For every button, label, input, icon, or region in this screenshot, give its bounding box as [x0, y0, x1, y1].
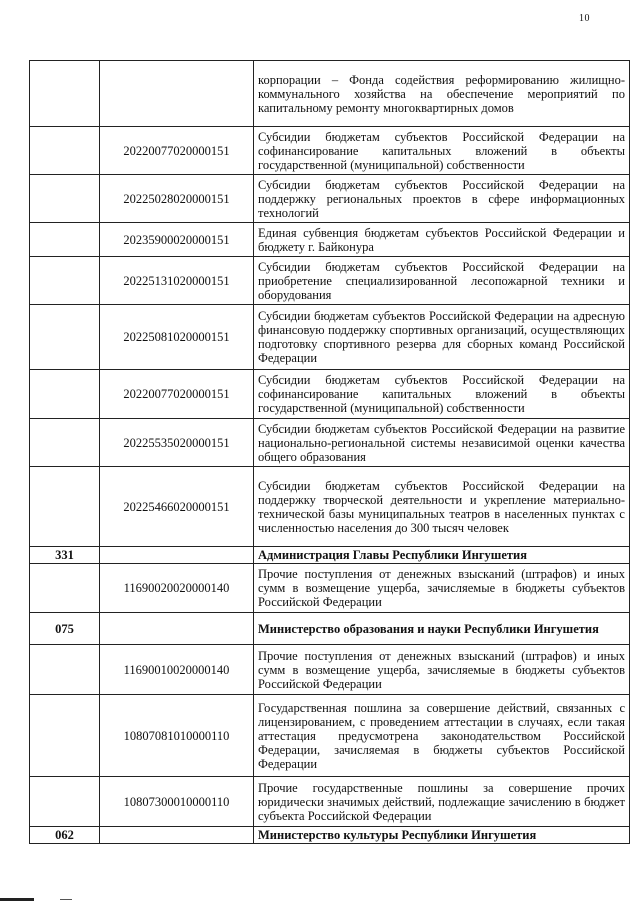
revenue-description-cell — [254, 564, 630, 613]
admin-code-cell: 062 — [30, 827, 100, 844]
revenue-code-cell: 11690010020000140 — [100, 645, 254, 695]
revenue-description: корпорации – Фонда содействия реформированию жилищно-коммунального хозяйства на обеспечение мероприятий по капитальному ремонту многоквартирных домов — [258, 72, 625, 115]
revenue-code-cell — [100, 547, 254, 564]
table-row — [30, 419, 630, 467]
table-row — [30, 777, 630, 827]
table-row — [30, 127, 630, 175]
revenue-description-cell — [254, 777, 630, 827]
table-row — [30, 61, 630, 127]
table-row — [30, 467, 630, 547]
revenue-description-cell — [254, 305, 630, 370]
table-row — [30, 305, 630, 370]
table-row — [30, 547, 630, 564]
revenue-description: Прочие государственные пошлины за совершение прочих юридически значимых действий, подлежащие зачислению в бюджет субъекта Российской Федерации — [258, 780, 625, 823]
revenue-code-cell: 20220077020000151 — [100, 127, 254, 175]
admin-code-cell — [30, 645, 100, 695]
revenue-description-cell — [254, 419, 630, 467]
revenue-code-cell: 20225466020000151 — [100, 467, 254, 547]
admin-code-cell — [30, 370, 100, 419]
admin-code-cell — [30, 175, 100, 223]
administrator-name: Министерство культуры Республики Ингушетия — [258, 828, 537, 842]
revenue-code-cell — [100, 61, 254, 127]
revenue-description: Прочие поступления от денежных взысканий (штрафов) и иных сумм в возмещение ущерба, зачисляемые в бюджеты субъектов Российской Федерации — [258, 648, 625, 691]
revenue-description: Субсидии бюджетам субъектов Российской Федерации на софинансирование капитальных вложений в объекты государственной (муниципальной) собственности — [258, 129, 625, 172]
revenue-description: Субсидии бюджетам субъектов Российской Федерации на приобретение специализированной лесопожарной техники и оборудования — [258, 259, 625, 302]
revenue-code-cell: 20235900020000151 — [100, 223, 254, 257]
revenue-description-cell — [254, 61, 630, 127]
revenue-code-cell — [100, 827, 254, 844]
admin-code-cell — [30, 257, 100, 305]
table-row — [30, 613, 630, 645]
table-row — [30, 257, 630, 305]
revenue-code-cell — [100, 613, 254, 645]
administrator-name-cell — [254, 613, 630, 645]
table-row — [30, 827, 630, 844]
page-number: 10 — [579, 13, 590, 24]
table-row — [30, 370, 630, 419]
revenue-description-cell — [254, 695, 630, 777]
revenue-description-cell — [254, 223, 630, 257]
admin-code-cell: 075 — [30, 613, 100, 645]
revenue-description-cell — [254, 370, 630, 419]
revenue-description: Прочие поступления от денежных взысканий (штрафов) и иных сумм в возмещение ущерба, зачисляемые в бюджеты субъектов Российской Федерации — [258, 567, 625, 609]
administrator-name: Министерство образования и науки Республики Ингушетия — [258, 621, 599, 636]
revenue-code-cell: 20225535020000151 — [100, 419, 254, 467]
revenue-description-cell — [254, 127, 630, 175]
revenue-description: Единая субвенция бюджетам субъектов Российской Федерации и бюджету г. Байконура — [258, 225, 625, 254]
scan-edge-mark — [0, 898, 34, 901]
administrator-name: Администрация Главы Республики Ингушетия — [258, 548, 527, 562]
revenue-code-cell: 11690020020000140 — [100, 564, 254, 613]
table-body — [30, 61, 630, 844]
revenue-code-cell: 20220077020000151 — [100, 370, 254, 419]
revenue-description: Субсидии бюджетам субъектов Российской Федерации на адресную финансовую поддержку спортивных организаций, осуществляющих подготовку спортивного резерва для сборных команд Российской Федерации — [258, 309, 625, 365]
admin-code-cell: 331 — [30, 547, 100, 564]
admin-code-cell — [30, 777, 100, 827]
table-row — [30, 564, 630, 613]
revenue-code-cell: 10807300010000110 — [100, 777, 254, 827]
table-row — [30, 695, 630, 777]
revenue-description: Субсидии бюджетам субъектов Российской Федерации на поддержку творческой деятельности и укрепление материально-технической базы муниципальных театров в населенных пунктах с численностью населения до 300 тысяч человек — [258, 478, 625, 535]
revenue-code-cell: 20225081020000151 — [100, 305, 254, 370]
admin-code-cell — [30, 467, 100, 547]
administrator-name-cell — [254, 547, 630, 564]
budget-revenue-table — [29, 60, 630, 844]
revenue-description-cell — [254, 257, 630, 305]
revenue-code-cell: 20225028020000151 — [100, 175, 254, 223]
table-row — [30, 175, 630, 223]
admin-code-cell — [30, 305, 100, 370]
revenue-description: Субсидии бюджетам субъектов Российской Федерации на поддержку региональных проектов в сфере информационных технологий — [258, 177, 625, 220]
revenue-description: Государственная пошлина за совершение действий, связанных с лицензированием, с проведением аттестации в случаях, если такая аттестация предусмотрена законодательством Российской Федерации, зачисляемая в бюджеты субъектов Российской Федерации — [258, 700, 625, 771]
revenue-description-cell — [254, 645, 630, 695]
admin-code-cell — [30, 223, 100, 257]
revenue-description-cell — [254, 467, 630, 547]
admin-code-cell — [30, 127, 100, 175]
admin-code-cell — [30, 564, 100, 613]
scan-edge-mark — [60, 899, 72, 900]
revenue-description: Субсидии бюджетам субъектов Российской Федерации на развитие национально-региональной системы независимой оценки качества общего образования — [258, 421, 625, 464]
revenue-code-cell: 10807081010000110 — [100, 695, 254, 777]
table-row — [30, 223, 630, 257]
admin-code-cell — [30, 61, 100, 127]
revenue-description-cell — [254, 175, 630, 223]
revenue-description: Субсидии бюджетам субъектов Российской Федерации на софинансирование капитальных вложений в объекты государственной (муниципальной) собственности — [258, 373, 625, 415]
administrator-name-cell — [254, 827, 630, 844]
table-row — [30, 645, 630, 695]
revenue-code-cell: 20225131020000151 — [100, 257, 254, 305]
admin-code-cell — [30, 695, 100, 777]
admin-code-cell — [30, 419, 100, 467]
